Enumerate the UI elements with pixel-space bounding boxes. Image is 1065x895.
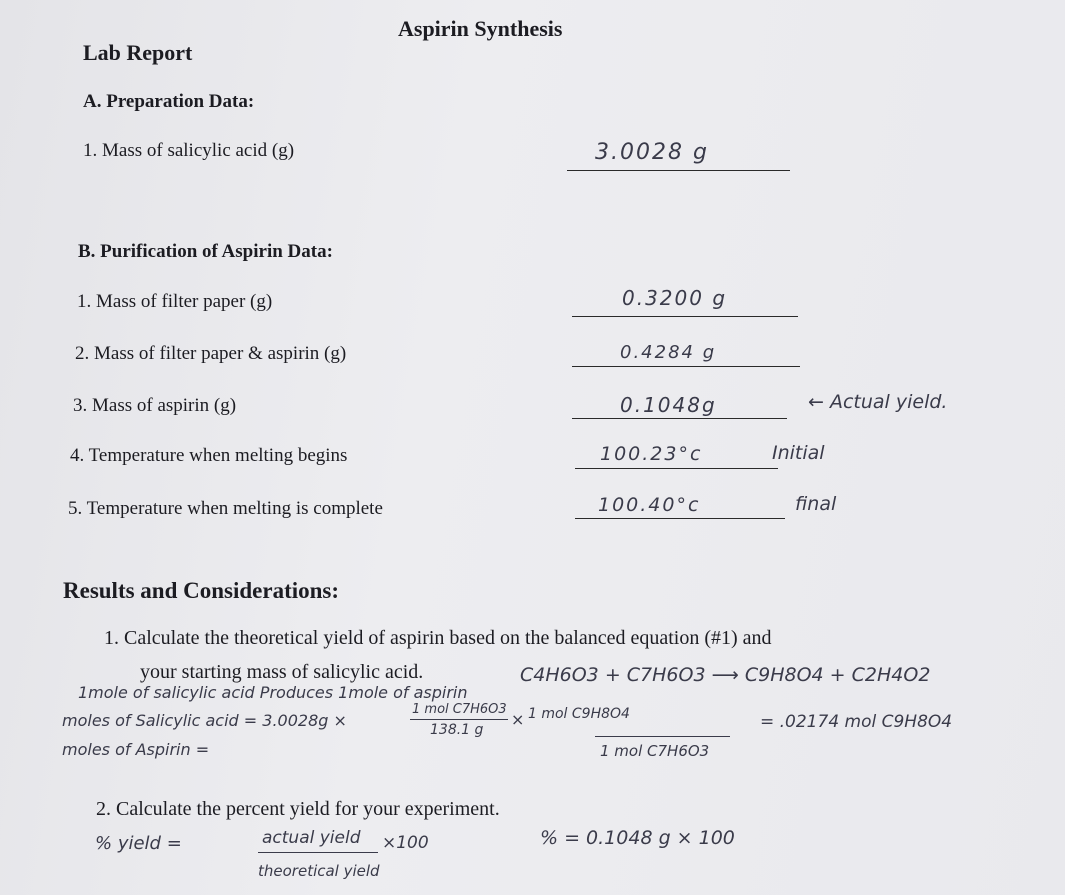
filter-paper-label: 1. Mass of filter paper (g) [77, 291, 273, 312]
aspirin-mass-label: 3. Mass of aspirin (g) [73, 395, 237, 416]
aspirin-mass-value: 0.1048g [620, 393, 717, 417]
filter-paper-value: 0.3200 g [622, 286, 728, 310]
page-title: Aspirin Synthesis [398, 16, 563, 41]
theoretical-moles-result: = .02174 mol C9H8O4 [760, 712, 953, 732]
blank-line [567, 170, 790, 171]
salicylic-mass-label: 1. Mass of salicylic acid (g) [83, 140, 295, 161]
mole-ratio-note: 1mole of salicylic acid Produces 1mole of aspirin [78, 683, 468, 702]
times-sign: × [511, 710, 525, 729]
filter-aspirin-label: 2. Mass of filter paper & aspirin (g) [75, 343, 347, 364]
percent-yield-denominator: theoretical yield [258, 862, 380, 880]
blank-line [575, 468, 778, 469]
fraction-2-numerator: 1 mol C9H8O4 [528, 706, 630, 722]
moles-salicylic-calc: moles of Salicylic acid = 3.0028g × [62, 711, 347, 730]
blank-line [572, 418, 787, 419]
initial-note: Initial [772, 442, 825, 464]
actual-yield-note: ← Actual yield. [808, 391, 948, 413]
fraction-2-denominator: 1 mol C7H6O3 [600, 742, 710, 760]
blank-line [572, 316, 798, 317]
reaction-equation: C4H6O3 + C7H6O3 ⟶ C9H8O4 + C2H4O2 [520, 664, 931, 686]
moles-aspirin-note: moles of Aspirin = [62, 740, 210, 759]
melt-complete-label: 5. Temperature when melting is complete [68, 498, 383, 519]
fraction-1-bar [410, 719, 508, 720]
fraction-1-numerator: 1 mol C7H6O3 [412, 702, 507, 717]
melt-complete-value: 100.40°c [598, 494, 701, 516]
percent-yield-numerator: actual yield [262, 828, 361, 848]
percent-yield-lhs: % yield = [95, 833, 182, 854]
melt-begin-value: 100.23°c [600, 443, 703, 465]
percent-yield-rhs: % = 0.1048 g × 100 [540, 827, 735, 849]
percent-yield-bar [258, 852, 378, 853]
section-b-heading: B. Purification of Aspirin Data: [78, 241, 333, 262]
blank-line [575, 518, 785, 519]
blank-line [572, 366, 800, 367]
salicylic-mass-value: 3.0028 g [595, 140, 709, 165]
fraction-1-denominator: 138.1 g [430, 722, 484, 738]
question-1-line-2: your starting mass of salicylic acid. [140, 661, 424, 683]
fraction-2-bar [595, 736, 730, 737]
final-note: final [795, 493, 837, 515]
section-a-heading: A. Preparation Data: [83, 91, 255, 112]
question-2-line: 2. Calculate the percent yield for your experiment. [96, 798, 500, 820]
times-100: ×100 [382, 833, 429, 853]
results-heading: Results and Considerations: [63, 578, 340, 603]
lab-report-label: Lab Report [83, 40, 193, 65]
melt-begin-label: 4. Temperature when melting begins [70, 445, 348, 466]
question-1-line-1: 1. Calculate the theoretical yield of aspirin based on the balanced equation (#1) and [104, 627, 772, 649]
filter-aspirin-value: 0.4284 g [620, 342, 717, 363]
